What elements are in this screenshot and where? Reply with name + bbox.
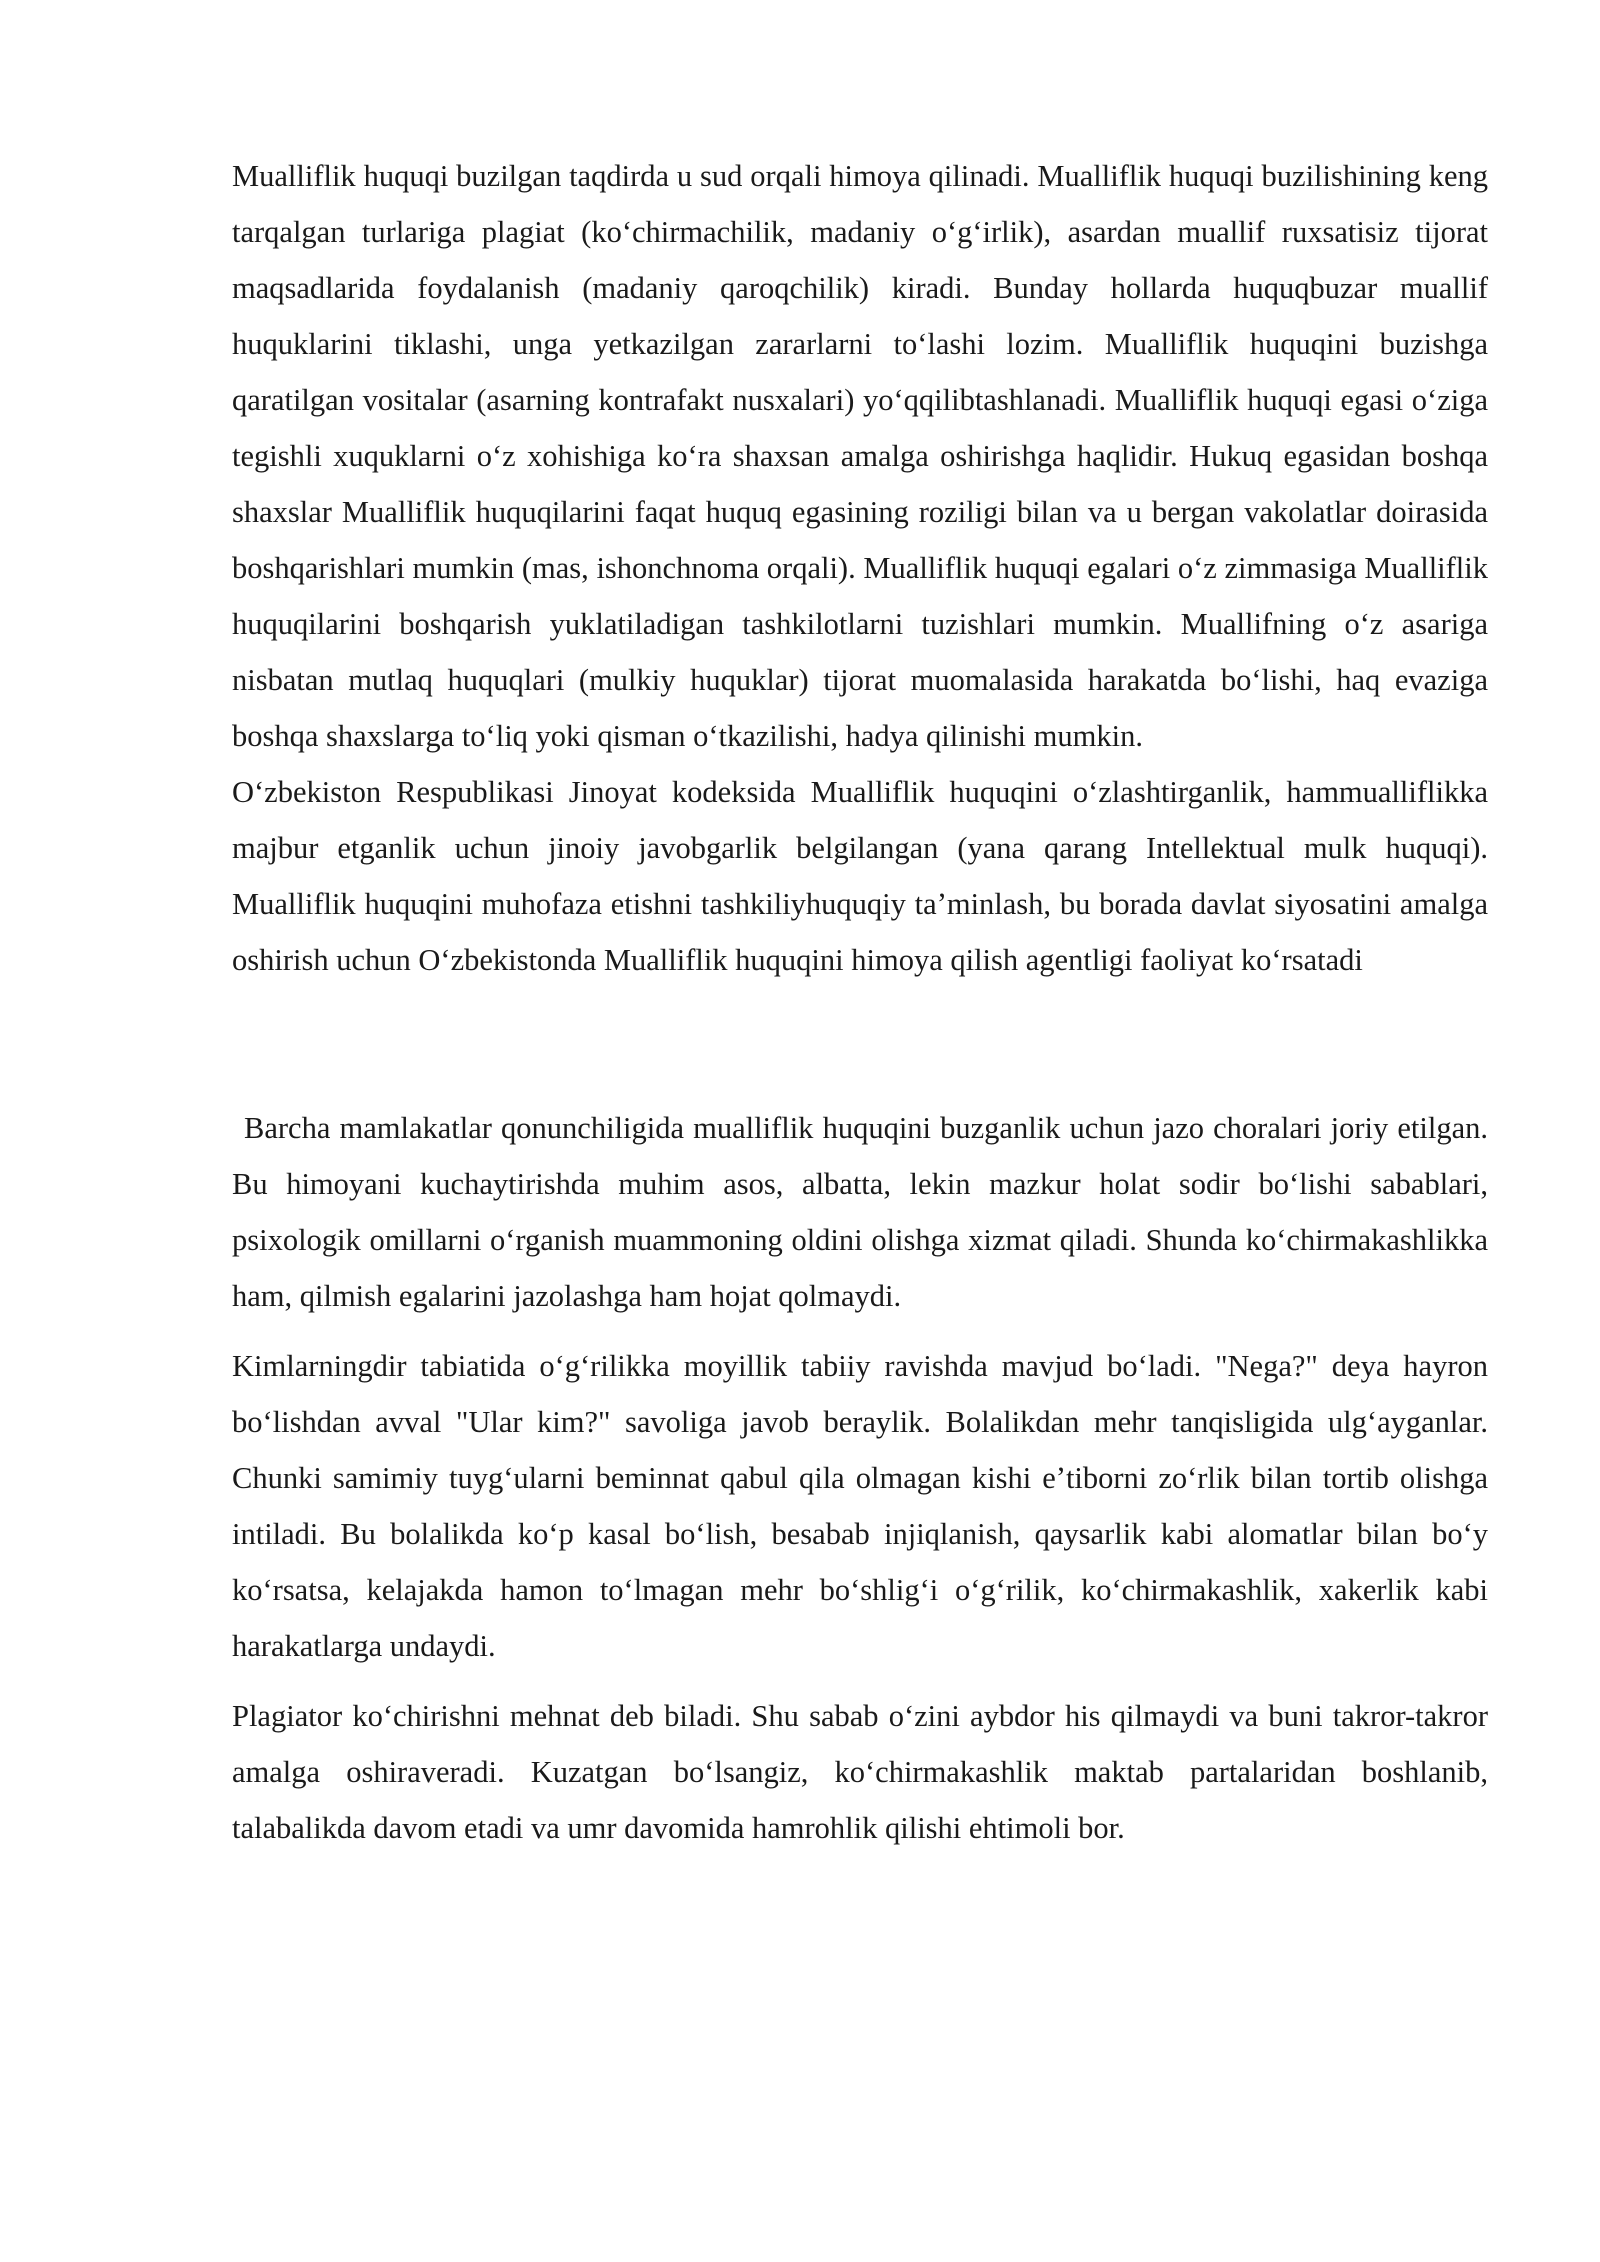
- paragraph-spacer: [232, 1674, 1488, 1688]
- paragraph-plagiator: Plagiator koʻchirishni mehnat deb biladi. Shu sabab oʻzini aybdor his qilmaydi va buni takror-takror amalga oshiraveradi. Kuzatgan boʻlsangiz, koʻchirmakashlik maktab partalaridan boshlanib, talabalikda davom etadi va umr davomida hamrohlik qilishi ehtimoli bor.: [232, 1699, 1488, 1845]
- paragraph-spacer: [232, 1324, 1488, 1338]
- paragraph-copyright-infringement: Mualliflik huquqi buzilgan taqdirda u sud orqali himoya qilinadi. Mualliflik huquqi buzilishining keng tarqalgan turlariga plagiat (koʻchirmachilik, madaniy oʻgʻirlik), asardan muallif ruxsatisiz tijorat maqsadlarida foydalanish (madaniy qaroqchilik) kiradi. Bunday hollarda huquqbuzar muallif huquklarini tiklashi, unga yetkazilgan zararlarni toʻlashi lozim. Mualliflik huquqini buzishga qaratilgan vositalar (asarning kontrafakt nusxalari) yoʻqqilibtashlanadi. Mualliflik huquqi egasi oʻziga tegishli xuquklarni oʻz xohishiga koʻra shaxsan amalga oshirishga haqlidir. Hukuq egasidan boshqa shaxslar Mualliflik huquqilarini faqat huquq egasining roziligi bilan va u bergan vakolatlar doirasida boshqarishlari mumkin (mas, ishonchnoma orqali). Mualliflik huquqi egalari oʻz zimmasiga Mualliflik huquqilarini boshqarish yuklatiladigan tashkilotlarni tuzishlari mumkin. Muallifning oʻz asariga nisbatan mutlaq huquqlari (mulkiy huquklar) tijorat muomalasida harakatda boʻlishi, haq evaziga boshqa shaxslarga toʻliq yoki qisman oʻtkazilishi, hadya qilinishi mumkin.: [232, 159, 1488, 753]
- document-page: [232, 148, 1488, 1856]
- paragraph-psychology: Kimlarningdir tabiatida oʻgʻrilikka moyillik tabiiy ravishda mavjud boʻladi. "Nega?" deya hayron boʻlishdan avval "Ular kim?" savoliga javob beraylik. Bolalikdan mehr tanqisligida ulgʻayganlar. Chunki samimiy tuygʻularni beminnat qabul qila olmagan kishi eʼtiborni zoʻrlik bilan tortib olishga intiladi. Bu bolalikda koʻp kasal boʻlish, besabab injiqlanish, qaysarlik kabi alomatlar bilan boʻy koʻrsatsa, kelajakda hamon toʻlmagan mehr boʻshligʻi oʻgʻrilik, koʻchirmakashlik, xakerlik kabi harakatlarga undaydi.: [232, 1349, 1488, 1663]
- paragraph-penalties: Barcha mamlakatlar qonunchiligida mualliflik huquqini buzganlik uchun jazo choralari joriy etilgan. Bu himoyani kuchaytirishda muhim asos, albatta, lekin mazkur holat sodir boʻlishi sabablari, psixologik omillarni oʻrganish muammoning oldini olishga xizmat qiladi. Shunda koʻchirmakashlikka ham, qilmish egalarini jazolashga ham hojat qolmaydi.: [232, 1111, 1488, 1313]
- paragraph-criminal-code: Oʻzbekiston Respublikasi Jinoyat kodeksida Mualliflik huquqini oʻzlashtirganlik, hammualliflikka majbur etganlik uchun jinoiy javobgarlik belgilangan (yana qarang Intellektual mulk huquqi). Mualliflik huquqini muhofaza etishni tashkiliyhuquqiy taʼminlash, bu borada davlat siyosatini amalga oshirish uchun Oʻzbekistonda Mualliflik huquqini himoya qilish agentligi faoliyat koʻrsatadi: [232, 775, 1488, 977]
- blank-space: [232, 988, 1488, 1100]
